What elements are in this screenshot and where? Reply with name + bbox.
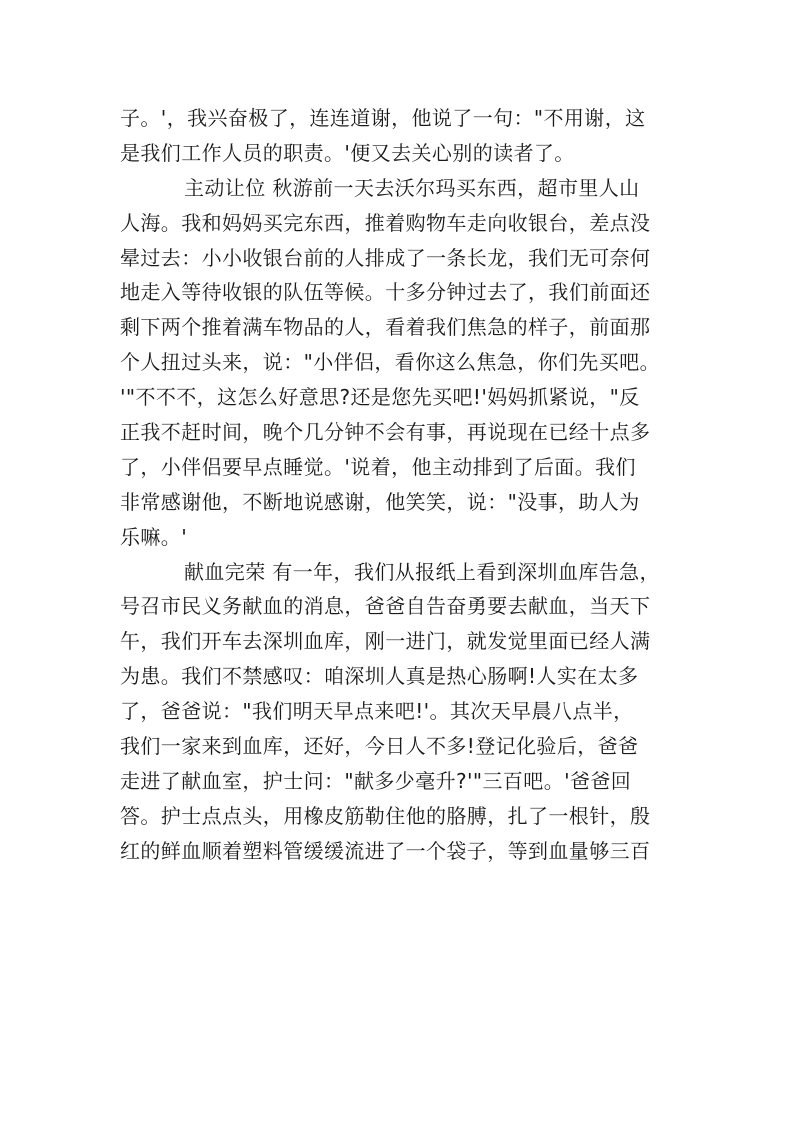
document-body [120, 101, 680, 869]
text-line: 人海。我和妈妈买完东西，推着购物车走向收银台，差点没 [120, 210, 651, 235]
text-line: 走进了献血室，护士问："献多少毫升?'"三百吧。'爸爸回 [120, 768, 632, 793]
text-line: '"不不不，这怎么好意思?还是您先买吧!'妈妈抓紧说，"反 [120, 385, 640, 410]
text-line: 乐嘛。' [120, 524, 188, 549]
text-line: 午，我们开车去深圳血库，刚一进门，就发觉里面已经人满 [120, 629, 651, 654]
text-line: 我们一家来到血库，还好，今日人不多!登记化验后，爸爸 [120, 734, 639, 759]
text-line: 为患。我们不禁感叹：咱深圳人真是热心肠啊!人实在太多 [120, 664, 639, 689]
text-line: 了，爸爸说："我们明天早点来吧!'。其次天早晨八点半， [120, 699, 634, 724]
text-line: 非常感谢他，不断地说感谢，他笑笑，说："没事，助人为 [120, 489, 640, 514]
text-line: 正我不赶时间，晚个几分钟不会有事，再说现在已经十点多 [120, 420, 651, 445]
text-line: 号召市民义务献血的消息，爸爸自告奋勇要去献血，当天下 [120, 594, 651, 619]
text-line: 地走入等待收银的队伍等候。十多分钟过去了，我们前面还 [120, 280, 651, 305]
text-line: 了，小伴侣要早点睡觉。'说着，他主动排到了后面。我们 [120, 454, 636, 479]
text-line: 剩下两个推着满车物品的人，看着我们焦急的样子，前面那 [120, 315, 651, 340]
text-line: 是我们工作人员的职责。'便又去关心别的读者了。 [120, 140, 575, 165]
text-line: 答。护士点点头，用橡皮筋勒住他的胳膊，扎了一根针，殷 [120, 803, 651, 828]
text-line: 晕过去：小小收银台前的人排成了一条长龙，我们无可奈何 [120, 245, 651, 270]
text-line: 红的鲜血顺着塑料管缓缓流进了一个袋子，等到血量够三百 [120, 838, 651, 863]
text-line: 子。'，我兴奋极了，连连道谢，他说了一句："不用谢，这 [120, 106, 646, 130]
text-line: 个人扭过头来，说："小伴侣，看你这么焦急，你们先买吧。 [120, 350, 660, 375]
paragraph-first-line: 主动让位 秋游前一天去沃尔玛买东西，超市里人山 [184, 175, 640, 200]
paragraph-first-line: 献血完荣 有一年，我们从报纸上看到深圳血库告急， [184, 559, 660, 584]
